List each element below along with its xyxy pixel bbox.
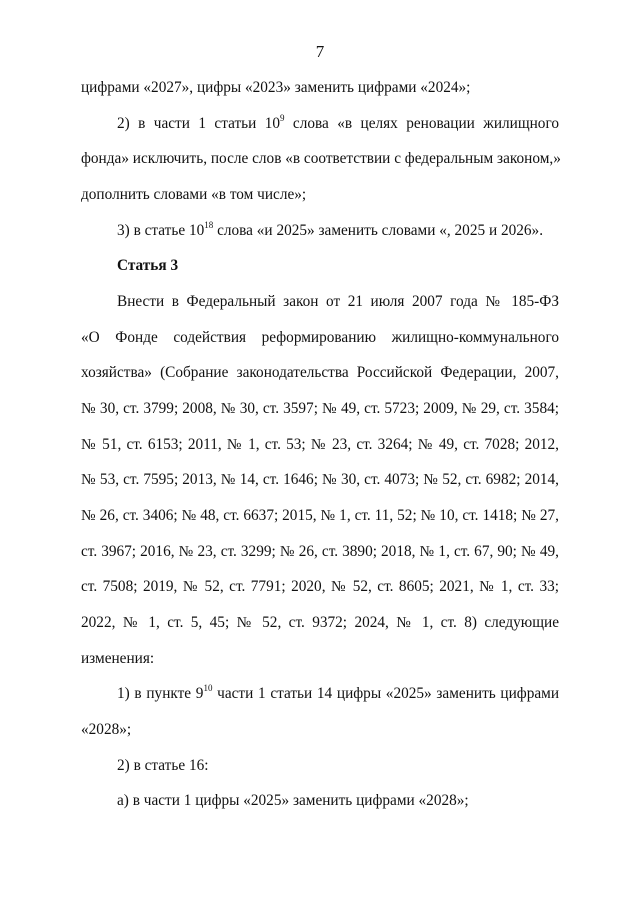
text-run: ст. 3967; 2016, № 23, ст. 3299; № 26, ст. 3890; 2018, № 1, ст. 67, 90; № 49, (81, 543, 559, 560)
text-run: № 51, ст. 6153; 2011, № 1, ст. 53; № 23, ст. 3264; № 49, ст. 7028; 2012, (81, 436, 559, 453)
text-run: фонда» исключить, после слов «в соответствии с федеральным законом,» (81, 150, 561, 167)
text-run: № 30, ст. 3799; 2008, № 30, ст. 3597; № 49, ст. 5723; 2009, № 29, ст. 3584; (81, 400, 559, 417)
text-run: 2022, № 1, ст. 5, 45; № 52, ст. 9372; 2024, № 1, ст. 8) следующие (81, 614, 559, 631)
text-run: № 53, ст. 7595; 2013, № 14, ст. 1646; № 30, ст. 4073; № 52, ст. 6982; 2014, (81, 471, 559, 488)
text-run: Внести в Федеральный закон от 21 июля 2007 года № 185-ФЗ (117, 293, 559, 310)
text-line (81, 649, 559, 669)
page-number: 7 (315, 42, 325, 61)
text-run: дополнить словами «в том числе»; (81, 186, 307, 203)
text-line (117, 791, 559, 811)
text-line (81, 149, 559, 169)
text-run: ст. 7508; 2019, № 52, ст. 7791; 2020, № 52, ст. 8605; 2021, № 1, ст. 33; (81, 578, 559, 595)
text-run: изменения: (81, 650, 155, 667)
text-run: хозяйства» (Собрание законодательства Российской Федерации, 2007, (81, 364, 559, 381)
text-line (81, 363, 559, 383)
text-run: 3) в статье 10 (117, 222, 205, 239)
text-run: 2) в части 1 статьи 10 (117, 115, 281, 132)
text-line (81, 435, 559, 455)
text-line (117, 684, 559, 704)
text-line (81, 328, 559, 348)
text-run: слова «в целях реновации жилищного (284, 115, 559, 132)
text-line (117, 292, 559, 312)
text-run: цифрами «2027», цифры «2023» заменить цифрами «2024»; (81, 79, 471, 96)
text-line (117, 114, 559, 134)
text-run: а) в части 1 цифры «2025» заменить цифрами «2028»; (117, 792, 469, 809)
text-line (81, 613, 559, 633)
text-line (81, 185, 559, 205)
text-line (81, 720, 559, 740)
text-line (81, 577, 559, 597)
text-line (117, 756, 559, 776)
text-run: «О Фонде содействия реформированию жилищно-коммунального (81, 329, 559, 346)
article-heading (117, 256, 559, 276)
text-line (81, 399, 559, 419)
text-line (81, 470, 559, 490)
text-line (117, 221, 559, 241)
superscript: 18 (204, 220, 214, 230)
text-line (81, 506, 559, 526)
text-run: 1) в пункте 9 (117, 685, 204, 702)
text-line (81, 542, 559, 562)
superscript: 9 (280, 113, 285, 123)
superscript: 10 (203, 683, 213, 693)
text-run: «2028»; (81, 721, 132, 738)
text-run: слова «и 2025» заменить словами «, 2025 и 2026». (213, 222, 544, 239)
text-run: Статья 3 (117, 257, 179, 274)
text-line (81, 78, 559, 98)
text-run: № 26, ст. 3406; № 48, ст. 6637; 2015, № 1, ст. 11, 52; № 10, ст. 1418; № 27, (81, 507, 559, 524)
text-run: 2) в статье 16: (117, 757, 209, 774)
text-run: части 1 статьи 14 цифры «2025» заменить цифрами (212, 685, 560, 702)
